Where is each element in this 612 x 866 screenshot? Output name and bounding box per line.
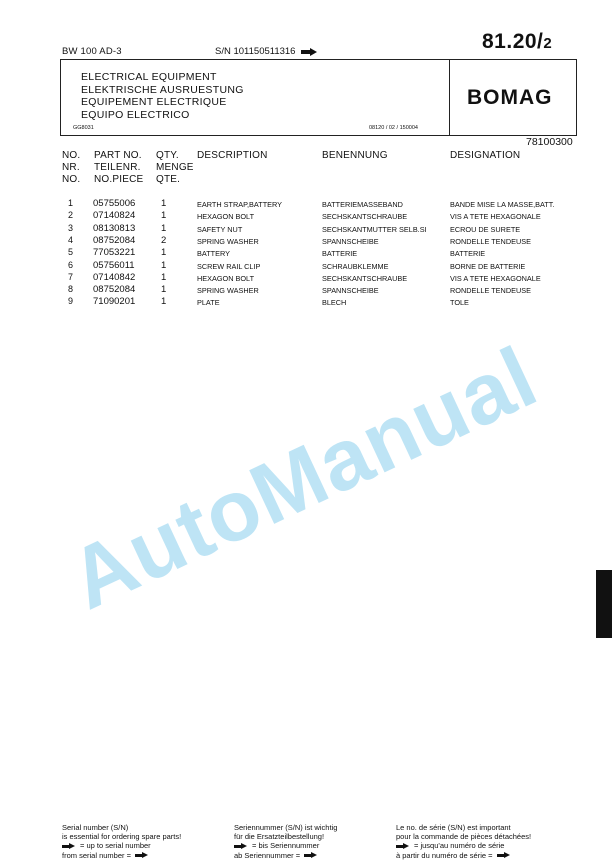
footer-en-line: [62, 841, 181, 850]
footer-de-line: [234, 851, 337, 860]
footer-fr-line: Le no. de série (S/N) est important: [396, 823, 511, 832]
cell-no: 5: [68, 247, 74, 258]
cell-designation: BORNE DE BATTERIE: [450, 261, 526, 271]
cell-part: 08752084: [93, 234, 136, 246]
column-description: DESCRIPTION: [197, 150, 268, 161]
footer-en-from: from serial number =: [62, 850, 131, 860]
cell-benennung: BATTERIEMASSEBAND: [322, 200, 403, 209]
box-divider: [449, 60, 450, 135]
footer-en-line: [62, 851, 181, 860]
cell-benennung: SPANNSCHEIBE: [322, 286, 379, 296]
cell-designation: BATTERIE: [450, 249, 486, 259]
cell-designation: TOLE: [450, 298, 469, 308]
column-qty-fr: QTE.: [156, 174, 181, 185]
cell-qty: 1: [161, 296, 167, 308]
footer-de-line: Seriennummer (S/N) ist wichtig: [234, 823, 338, 832]
cell-description: PLATE: [197, 298, 220, 308]
footer-fr-upto: = jusqu'au numéro de série: [414, 841, 505, 851]
cell-benennung: SPANNSCHEIBE: [322, 236, 379, 246]
cell-description: SPRING WASHER: [197, 286, 259, 296]
footer-de-upto: = bis Seriennummer: [252, 841, 320, 851]
footer-de-line: [234, 841, 337, 850]
arrow-right-icon: [396, 844, 410, 849]
watermark: AutoManual: [55, 328, 552, 628]
footer-en-line: is essential for ordering spare parts!: [62, 832, 182, 842]
page-number-sub: 2: [543, 35, 553, 52]
column-part-de: TEILENR.: [94, 162, 141, 173]
cell-qty: 1: [161, 259, 167, 271]
column-qty-de: MENGE: [156, 162, 194, 173]
cell-designation: ECROU DE SURETE: [450, 224, 521, 234]
cell-part: 77053221: [93, 247, 136, 259]
footer-fr-line: [396, 841, 531, 850]
box-mid-code: 08120 / 02 / 150004: [369, 125, 418, 131]
cell-no: 2: [68, 210, 74, 221]
title-de: ELEKTRISCHE AUSRUESTUNG: [81, 83, 244, 96]
bomag-logo: BOMAG: [467, 86, 553, 109]
cell-designation: BANDE MISE LA MASSE,BATT.: [450, 200, 555, 209]
cell-benennung: SECHSKANTMUTTER SELB.SI: [322, 224, 427, 234]
footer-de-from: ab Seriennummer =: [234, 850, 301, 860]
cell-qty: 2: [161, 234, 167, 246]
footer-de: [234, 823, 337, 860]
column-part-fr: NO.PIECE: [94, 174, 144, 185]
footer-fr-line: pour la commande de pièces détachées!: [396, 832, 532, 842]
cell-designation: RONDELLE TENDEUSE: [450, 286, 531, 296]
cell-qty: 1: [161, 284, 167, 296]
cell-no: 9: [68, 296, 74, 307]
cell-no: 6: [68, 259, 74, 270]
cell-benennung: BATTERIE: [322, 249, 358, 259]
footer-de-line: für die Ersatzteilbestellung!: [234, 832, 325, 842]
cell-description: HEXAGON BOLT: [197, 273, 255, 283]
title-box: [60, 59, 577, 136]
column-qty: [156, 150, 194, 186]
column-designation: DESIGNATION: [450, 150, 521, 161]
cell-qty: 1: [161, 271, 167, 283]
arrow-right-icon: [304, 853, 318, 858]
cell-part: 05755006: [93, 198, 136, 209]
footer-fr-line: [396, 851, 531, 860]
cell-benennung: BLECH: [322, 298, 347, 308]
cell-part: 08752084: [93, 284, 136, 296]
column-no-fr: NO.: [62, 174, 81, 185]
footer-en-upto: = up to serial number: [80, 841, 151, 851]
box-left-code: GG8031: [73, 125, 94, 131]
page-number-main: 81.20/: [482, 30, 544, 53]
cell-benennung: SECHSKANTSCHRAUBE: [322, 212, 408, 222]
cell-no: 3: [68, 222, 74, 233]
footer-en-line: Serial number (S/N): [62, 823, 129, 832]
arrow-right-icon: [135, 853, 149, 858]
cell-qty: 1: [161, 210, 167, 222]
document-number: 78100300: [526, 136, 573, 148]
cell-description: BATTERY: [197, 249, 230, 259]
column-no: [62, 150, 80, 186]
arrow-right-icon: [301, 49, 317, 55]
title-fr: EQUIPEMENT ELECTRIQUE: [81, 96, 227, 108]
cell-description: SPRING WASHER: [197, 236, 259, 246]
arrow-right-icon: [234, 844, 248, 849]
page-number: [482, 30, 552, 54]
column-no-de: NR.: [62, 162, 80, 173]
column-part-en: PART NO.: [94, 150, 142, 161]
cell-benennung: SCHRAUBKLEMME: [322, 261, 389, 271]
footer-en: [62, 823, 181, 860]
cell-part: 07140842: [93, 271, 136, 283]
column-benennung: BENENNUNG: [322, 150, 388, 161]
title-en: ELECTRICAL EQUIPMENT: [81, 71, 217, 83]
section-titles: [81, 71, 244, 121]
serial-number: [215, 46, 317, 57]
footer-fr-from: à partir du numéro de série =: [396, 850, 493, 860]
cell-no: 7: [68, 271, 74, 282]
column-qty-en: QTY.: [156, 150, 179, 161]
cell-description: SAFETY NUT: [197, 224, 243, 234]
cell-qty: 1: [161, 222, 167, 234]
cell-no: 8: [68, 284, 74, 295]
cell-description: SCREW RAIL CLIP: [197, 261, 261, 271]
cell-designation: VIS A TETE HEXAGONALE: [450, 273, 541, 283]
title-es: EQUIPO ELECTRICO: [81, 108, 190, 121]
arrow-right-icon: [62, 844, 76, 849]
column-part: [94, 150, 143, 186]
footer-fr: [396, 823, 531, 860]
cell-part: 08130813: [93, 222, 136, 234]
arrow-right-icon: [497, 853, 511, 858]
cell-part: 71090201: [93, 296, 136, 308]
cell-no: 4: [68, 234, 74, 245]
cell-description: EARTH STRAP,BATTERY: [197, 200, 283, 209]
cell-benennung: SECHSKANTSCHRAUBE: [322, 273, 408, 283]
cell-designation: RONDELLE TENDEUSE: [450, 236, 531, 246]
cell-qty: 1: [161, 198, 167, 209]
cell-part: 07140824: [93, 210, 136, 222]
model-label: BW 100 AD-3: [62, 46, 122, 57]
cell-part: 05756011: [93, 259, 135, 271]
cell-designation: VIS A TETE HEXAGONALE: [450, 212, 541, 222]
column-no-en: NO.: [62, 150, 81, 161]
serial-number-text: S/N 101150511316: [215, 46, 296, 57]
cell-description: HEXAGON BOLT: [197, 212, 255, 222]
section-tab-marker: [596, 570, 612, 638]
cell-no: 1: [68, 198, 74, 208]
cell-qty: 1: [161, 247, 167, 259]
